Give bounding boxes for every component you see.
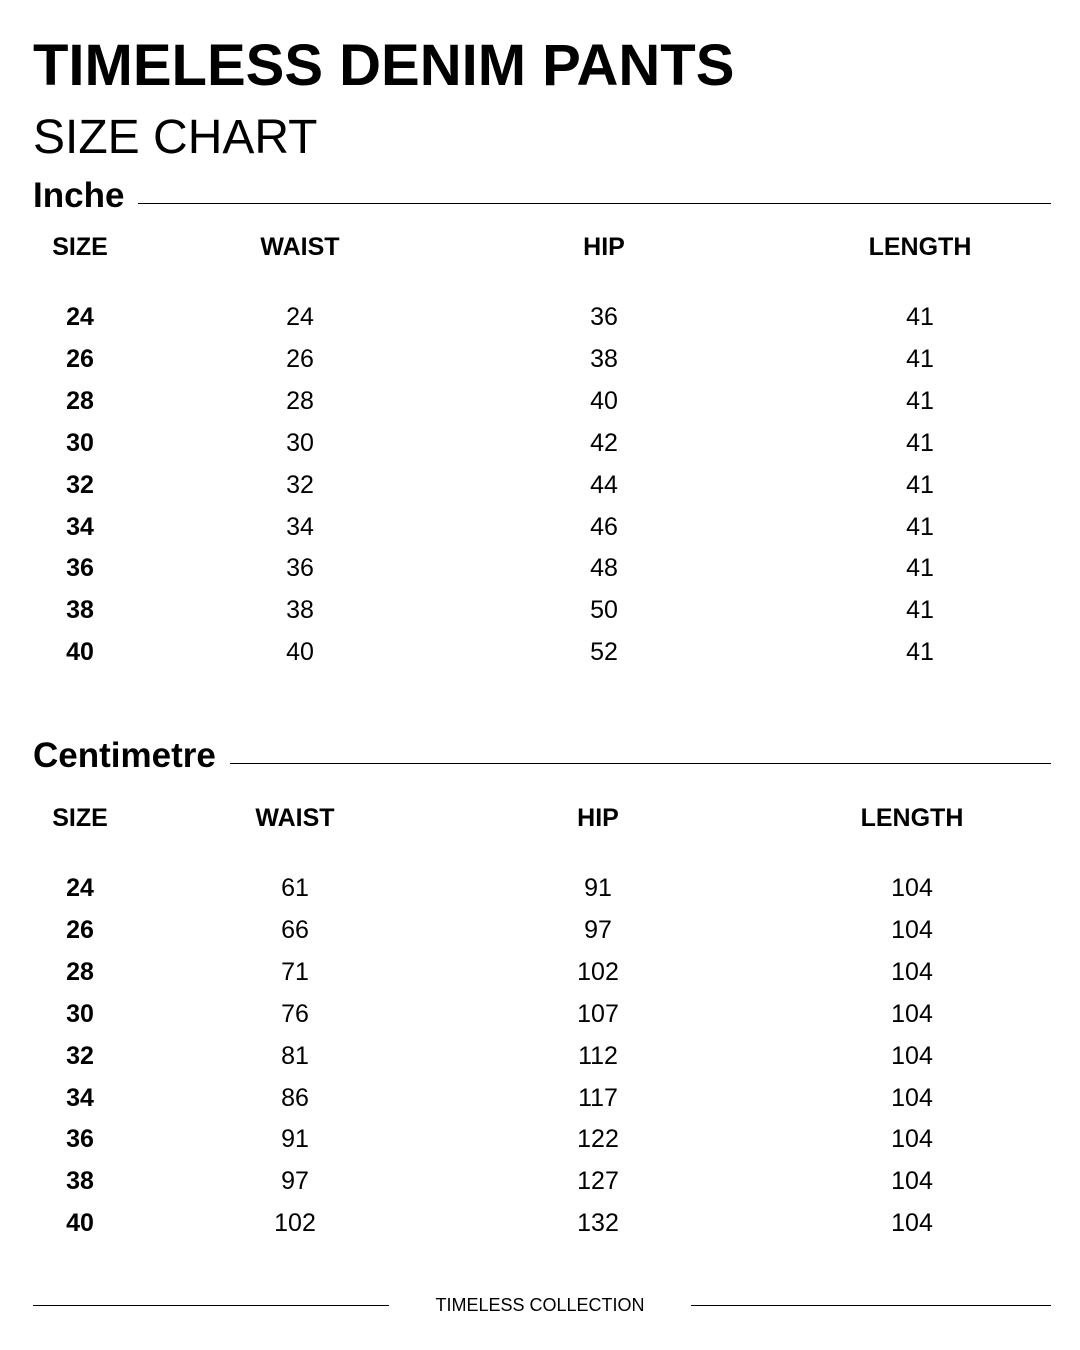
cell-waist: 71	[281, 958, 309, 986]
cell-length: 41	[906, 429, 934, 457]
cell-length: 104	[891, 958, 933, 986]
cell-length: 104	[891, 1209, 933, 1237]
cell-length: 104	[891, 1042, 933, 1070]
cell-waist: 40	[286, 638, 314, 666]
cell-size: 26	[66, 916, 94, 944]
cell-waist: 61	[281, 874, 309, 902]
cell-waist: 86	[281, 1084, 309, 1112]
cell-waist: 102	[274, 1209, 316, 1237]
cell-length: 104	[891, 1167, 933, 1195]
cell-hip: 48	[590, 554, 618, 582]
section-divider	[33, 203, 1051, 204]
column-header-hip: HIP	[577, 804, 619, 832]
section-label: Centimetre	[33, 736, 230, 776]
cell-waist: 32	[286, 471, 314, 499]
cell-waist: 91	[281, 1125, 309, 1153]
cell-waist: 66	[281, 916, 309, 944]
section-header	[33, 176, 1051, 216]
cell-hip: 40	[590, 387, 618, 415]
cell-size: 28	[66, 958, 94, 986]
cell-length: 104	[891, 1125, 933, 1153]
cell-waist: 36	[286, 554, 314, 582]
section-header	[33, 736, 1051, 776]
cell-length: 41	[906, 638, 934, 666]
cell-size: 38	[66, 1167, 94, 1195]
cell-length: 41	[906, 554, 934, 582]
cell-size: 34	[66, 513, 94, 541]
cell-hip: 50	[590, 596, 618, 624]
cell-length: 41	[906, 513, 934, 541]
cell-waist: 30	[286, 429, 314, 457]
cell-size: 24	[66, 874, 94, 902]
section-label: Inche	[33, 176, 138, 216]
cell-hip: 112	[578, 1042, 618, 1070]
cell-waist: 81	[281, 1042, 309, 1070]
footer-text: TIMELESS COLLECTION	[435, 1295, 645, 1315]
cell-hip: 107	[577, 1000, 619, 1028]
cell-size: 36	[66, 1125, 94, 1153]
cell-length: 41	[906, 303, 934, 331]
page-title: TIMELESS DENIM PANTS	[33, 33, 735, 98]
cell-waist: 26	[286, 345, 314, 373]
cell-size: 24	[66, 303, 94, 331]
column-header-waist: WAIST	[260, 233, 340, 261]
cell-length: 104	[891, 916, 933, 944]
cell-size: 38	[66, 596, 94, 624]
cell-hip: 91	[584, 874, 612, 902]
cell-hip: 117	[578, 1084, 618, 1112]
cell-length: 104	[891, 874, 933, 902]
cell-hip: 44	[590, 471, 618, 499]
cell-length: 41	[906, 596, 934, 624]
cell-hip: 122	[577, 1125, 619, 1153]
cell-waist: 28	[286, 387, 314, 415]
cell-size: 34	[66, 1084, 94, 1112]
cell-hip: 36	[590, 303, 618, 331]
cell-size: 32	[66, 1042, 94, 1070]
cell-hip: 102	[577, 958, 619, 986]
cell-size: 40	[66, 638, 94, 666]
cell-waist: 97	[281, 1167, 309, 1195]
cell-length: 41	[906, 345, 934, 373]
cell-hip: 132	[577, 1209, 619, 1237]
cell-waist: 38	[286, 596, 314, 624]
column-header-waist: WAIST	[255, 804, 335, 832]
column-header-length: LENGTH	[860, 804, 964, 832]
cell-hip: 46	[590, 513, 618, 541]
cell-waist: 24	[286, 303, 314, 331]
cell-size: 30	[66, 429, 94, 457]
cell-waist: 34	[286, 513, 314, 541]
cell-hip: 52	[590, 638, 618, 666]
page-subtitle: SIZE CHART	[33, 111, 318, 164]
cell-size: 36	[66, 554, 94, 582]
cell-size: 40	[66, 1209, 94, 1237]
cell-hip: 42	[590, 429, 618, 457]
footer-divider-right	[691, 1305, 1051, 1306]
column-header-length: LENGTH	[868, 233, 972, 261]
cell-waist: 76	[281, 1000, 309, 1028]
cell-hip: 127	[577, 1167, 619, 1195]
cell-size: 32	[66, 471, 94, 499]
cell-length: 41	[906, 471, 934, 499]
cell-size: 26	[66, 345, 94, 373]
column-header-size: SIZE	[52, 804, 108, 832]
cell-length: 41	[906, 387, 934, 415]
cell-hip: 38	[590, 345, 618, 373]
cell-hip: 97	[584, 916, 612, 944]
footer-divider-left	[33, 1305, 389, 1306]
cell-length: 104	[891, 1000, 933, 1028]
column-header-hip: HIP	[583, 233, 625, 261]
cell-size: 30	[66, 1000, 94, 1028]
column-header-size: SIZE	[52, 233, 108, 261]
cell-size: 28	[66, 387, 94, 415]
cell-length: 104	[891, 1084, 933, 1112]
